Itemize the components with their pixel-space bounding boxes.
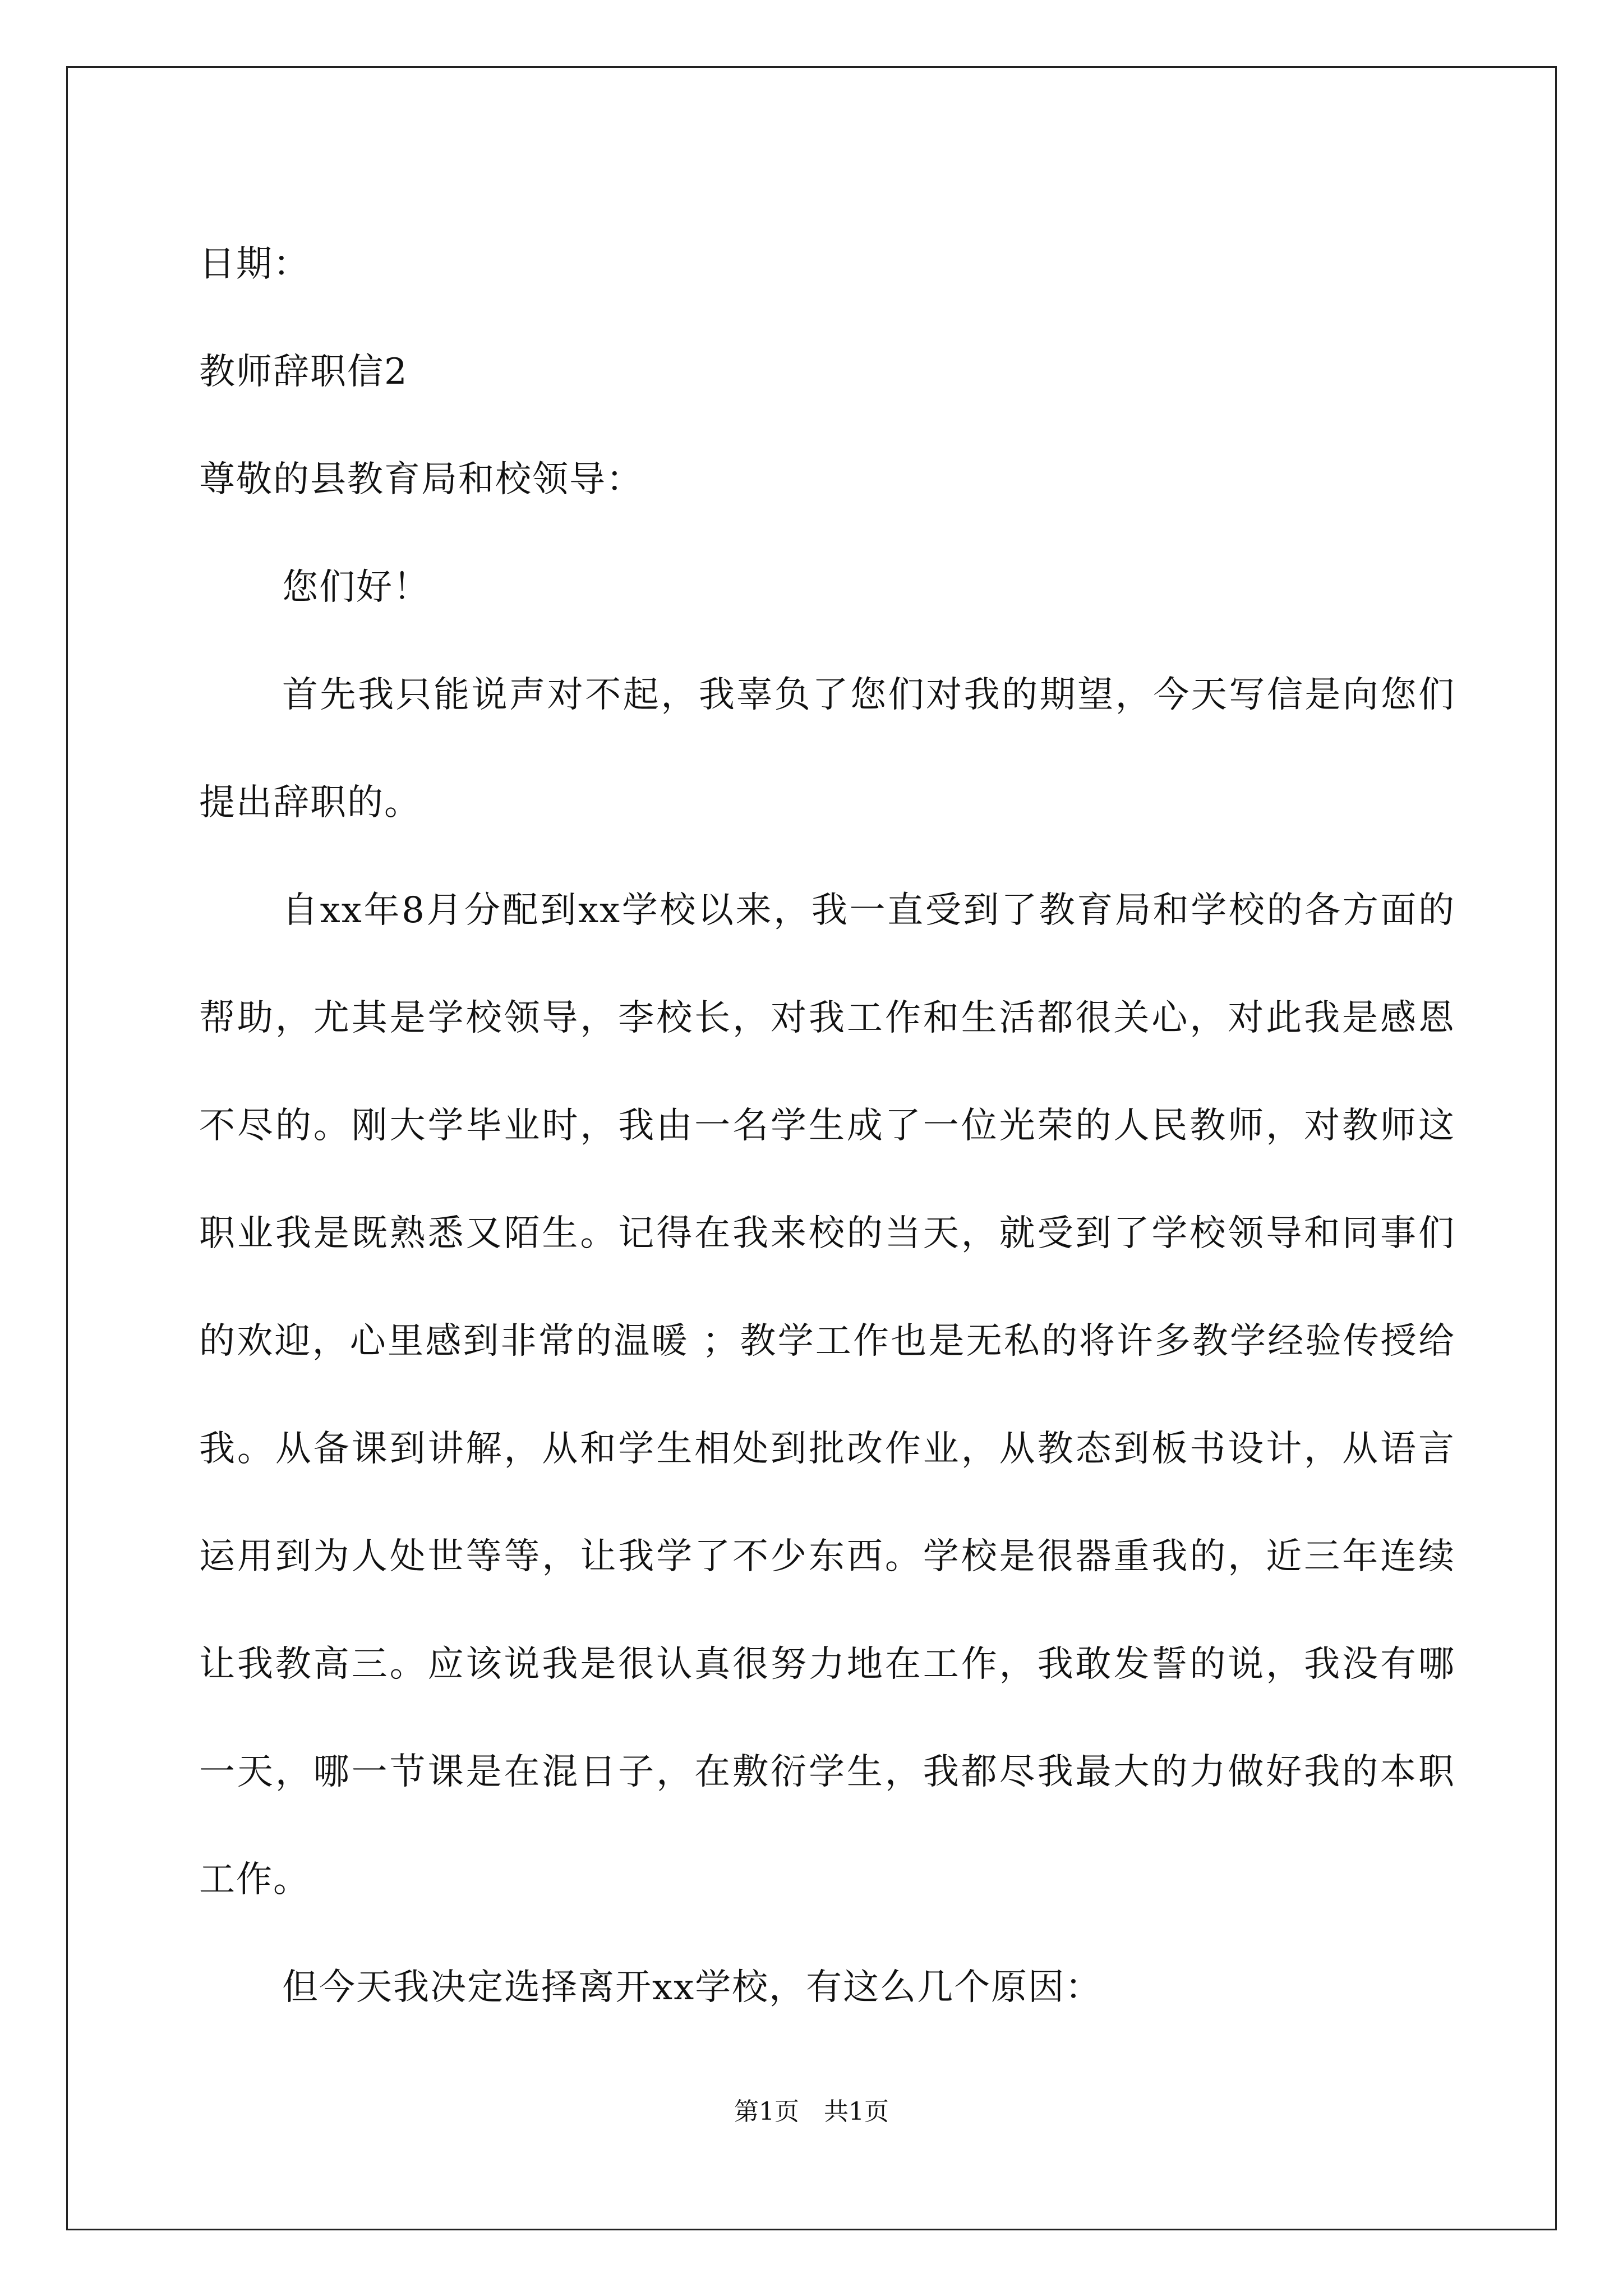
document-title: 教师辞职信2 [199, 351, 408, 393]
paragraph-reasons: 但今天我决定选择离开xx学校，有这么几个原因： [282, 1967, 1103, 2008]
page-footer: 第1页 共1页 [734, 2097, 889, 2126]
paragraph-apology: 首先我只能说声对不起，我辜负了您们对我的期望，今天写信是向您们提出辞职的。 [199, 674, 1455, 823]
salutation: 尊敬的县教育局和校领导： [199, 459, 643, 500]
date-label: 日期： [199, 243, 310, 285]
document-body [199, 210, 1455, 2041]
greeting: 您们好！ [282, 567, 430, 608]
paragraph-experience: 自xx年8月分配到xx学校以来，我一直受到了教育局和学校的各方面的帮助，尤其是学校领导，李校长，对我工作和生活都很关心，对此我是感恩不尽的。刚大学毕业时，我由一名学生成了一位光荣的人民教师，对教师这职业我是既熟悉又陌生。记得在我来校的当天，就受到了学校领导和同事们的欢迎，心里感到非常的温暖 ；教学工作也是无私的将许多教学经验传授给我。从备课到讲解，从和学生相处到批改作业，从教态到板书设计，从语言运用到为人处世等等，让我学了不少东西。学校是很器重我的，近三年连续让我教高三。应该说我是很认真很努力地在工作，我敢发誓的说，我没有哪一天，哪一节课是在混日子，在敷衍学生，我都尽我最大的力做好我的本职工作。 [199, 890, 1455, 1901]
